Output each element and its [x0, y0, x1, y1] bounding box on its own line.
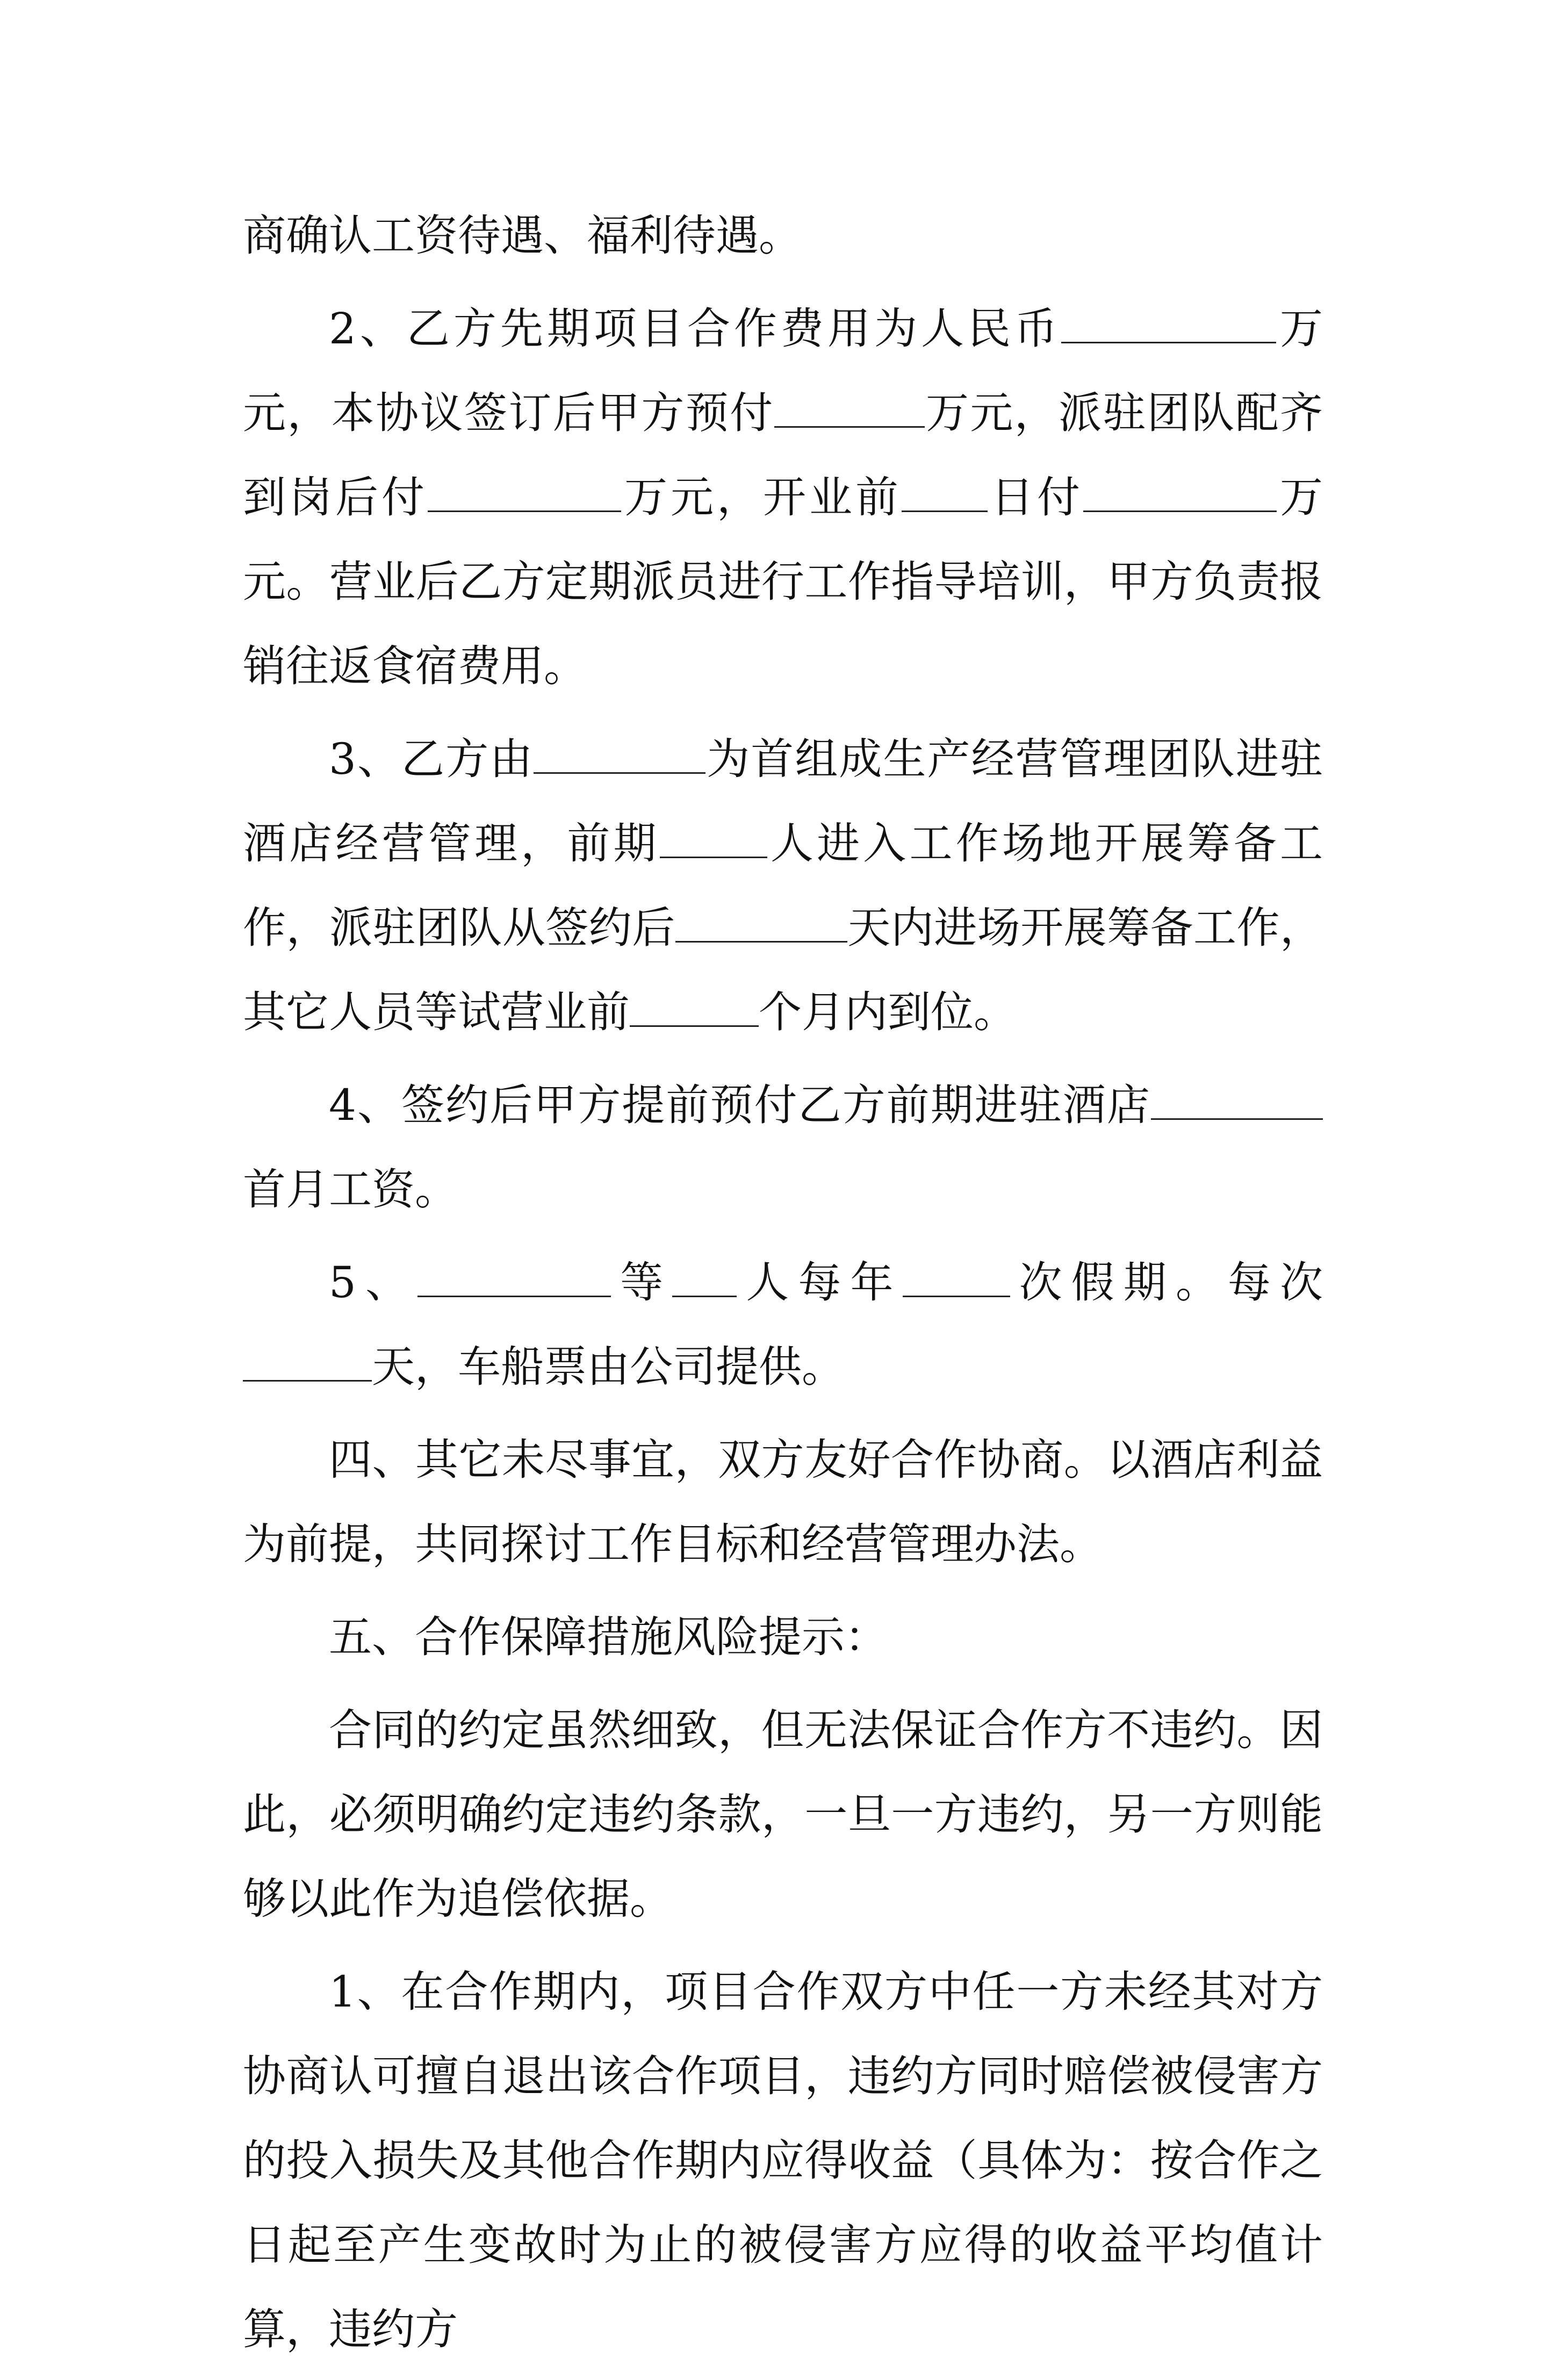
paragraph-text: 合同的约定虽然细致，但无法保证合作方不违约。因此，必须明确约定违约条款，一旦一方违约，另一方则能够以此作为追偿依据。 — [243, 1705, 1323, 1924]
paragraph — [243, 1240, 1323, 1409]
paragraph-text: 5、 — [329, 1257, 418, 1307]
paragraph-text: 2、乙方先期项目合作费用为人民币 — [329, 304, 1061, 354]
paragraph-text: 等 — [611, 1257, 673, 1307]
document-body — [243, 193, 1323, 2380]
paragraph — [243, 1063, 1323, 1232]
paragraph-text: 人每年 — [737, 1257, 903, 1307]
paragraph-text: 人进入工作场地开展筹备工作，派驻团队从签约后 — [243, 818, 1323, 953]
fill-in-blank — [1061, 306, 1276, 343]
paragraph-text: 3、乙方由 — [329, 734, 534, 784]
fill-in-blank — [774, 391, 925, 428]
fill-in-blank — [902, 475, 988, 512]
paragraph-text: 日付 — [988, 472, 1083, 522]
paragraph — [243, 286, 1323, 708]
fill-in-blank — [428, 475, 621, 512]
paragraph-text: 万元，开业前 — [621, 472, 902, 522]
paragraph-text: 万元。营业后乙方定期派员进行工作指导培训，甲方负责报销往返食宿费用。 — [243, 472, 1323, 691]
paragraph-text: 四、其它未尽事宜，双方友好合作协商。以酒店利益为前提，共同探讨工作目标和经营管理办法。 — [243, 1435, 1323, 1569]
fill-in-blank — [1083, 475, 1277, 512]
paragraph — [243, 717, 1323, 1054]
paragraph-text: 万元，派驻团队配齐到岗后付 — [243, 388, 1323, 522]
paragraph-text: 万元，本协议签订后甲方预付 — [243, 304, 1323, 438]
paragraph-text: 次假期。每次 — [1010, 1257, 1323, 1307]
paragraph-text: 首月工资。 — [243, 1164, 458, 1214]
paragraph-text: 五、合作保障措施风险提示： — [329, 1612, 888, 1662]
paragraph-text: 个月内到位。 — [759, 987, 1017, 1037]
fill-in-blank — [534, 737, 705, 774]
fill-in-blank — [1151, 1083, 1323, 1120]
fill-in-blank — [417, 1260, 611, 1297]
paragraph — [243, 1418, 1323, 1586]
fill-in-blank — [672, 1260, 737, 1297]
fill-in-blank — [675, 905, 847, 943]
paragraph-text: 1、在合作期内，项目合作双方中任一方未经其对方协商认可擅自退出该合作项目，违约方同时赔偿被侵害方的投入损失及其他合作期内应得收益（具体为：按合作之日起至产生变故时为止的被侵害方应得的收益平均值计算，违约方 — [243, 1967, 1323, 2354]
paragraph-text: 为首组成生产经营管理团队进驻酒店经营管理，前期 — [243, 734, 1323, 868]
paragraph — [243, 1595, 1323, 1679]
paragraph — [243, 193, 1323, 278]
paragraph — [243, 1688, 1323, 1941]
paragraph-text: 天，车船票由公司提供。 — [372, 1342, 845, 1392]
fill-in-blank — [660, 821, 767, 858]
fill-in-blank — [903, 1260, 1010, 1297]
paragraph-text: 4、签约后甲方提前预付乙方前期进驻酒店 — [329, 1080, 1151, 1130]
paragraph-text: 商确认工资待遇、福利待遇。 — [243, 211, 802, 261]
paragraph — [243, 1950, 1323, 2371]
fill-in-blank — [630, 990, 759, 1027]
fill-in-blank — [243, 1344, 372, 1382]
paragraph-text: 天内进场开展筹备工作，其它人员等试营业前 — [243, 903, 1323, 1037]
